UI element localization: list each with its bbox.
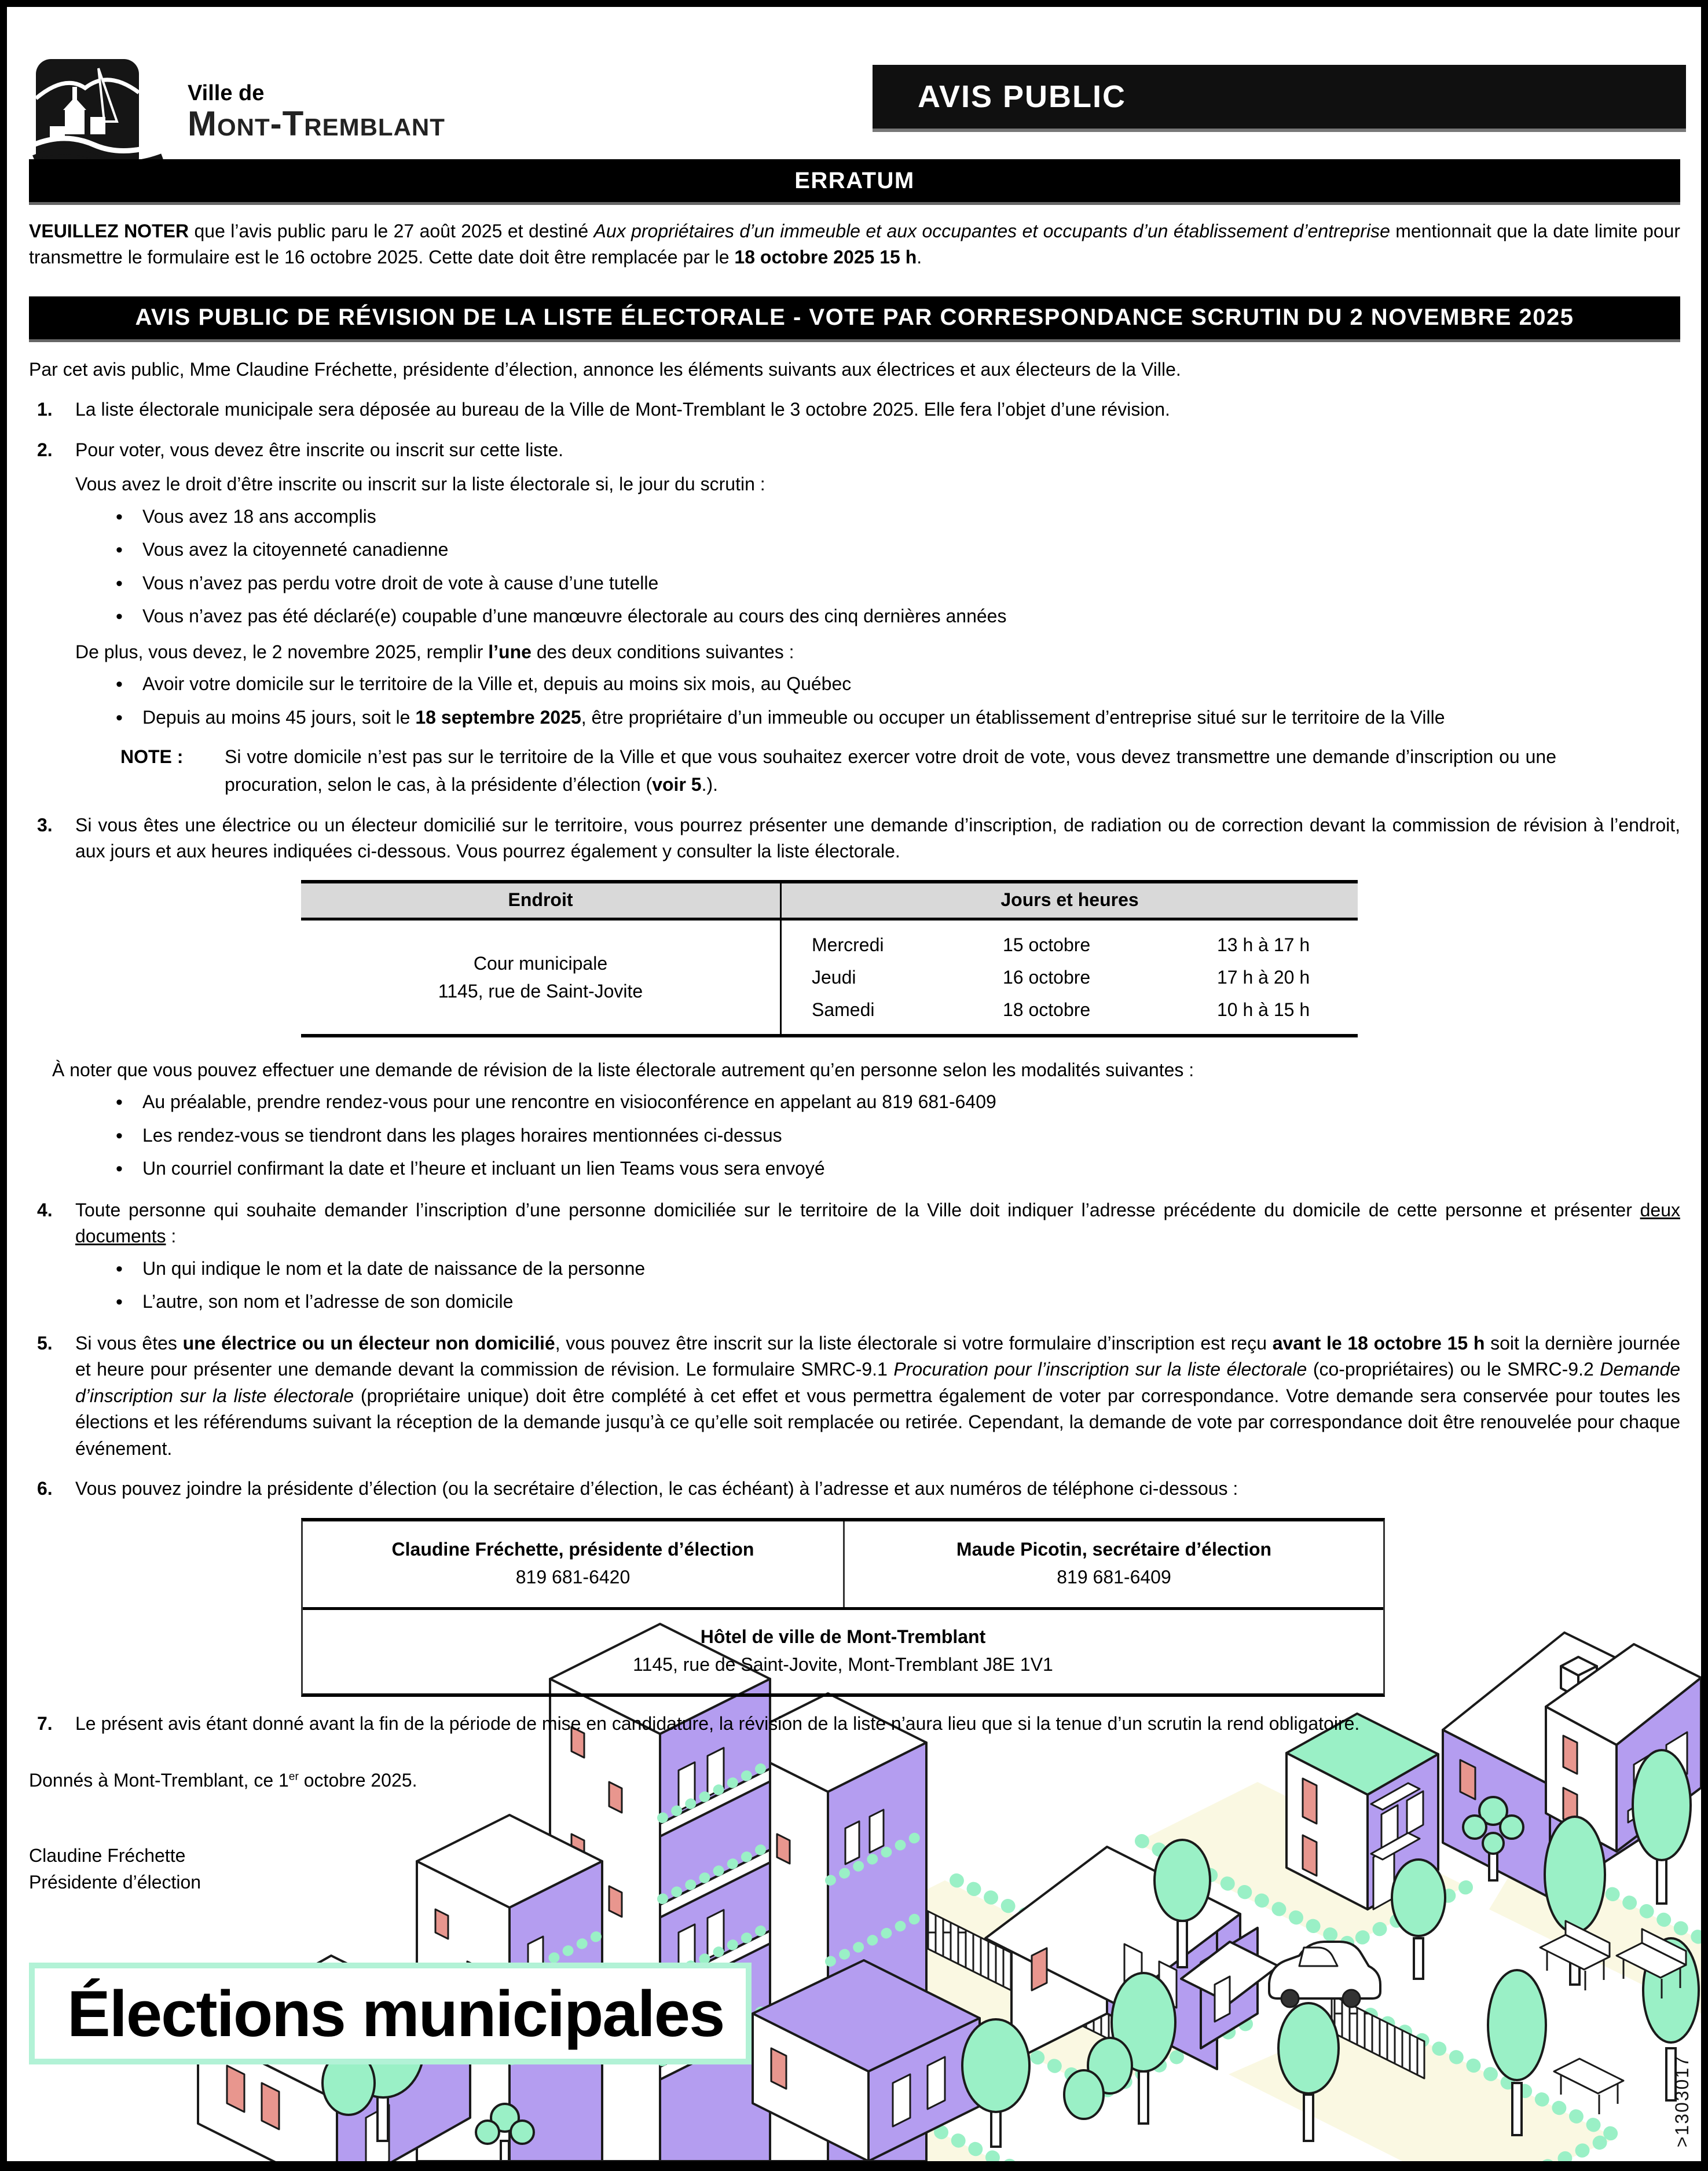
- table-header-endroit: Endroit: [301, 883, 782, 918]
- item-3-anoter: À noter que vous pouvez effectuer une demande de révision de la liste électorale autrement qu’en personne selon les modalités suivantes :: [52, 1059, 1194, 1080]
- table-row: Samedi 18 octobre 10 h à 15 h: [812, 999, 1310, 1020]
- illustration-car: [1269, 1942, 1380, 2007]
- erratum-paragraph: VEUILLEZ NOTER que l’avis public paru le 27 août 2025 et destiné Aux propriétaires d’un immeuble et aux occupantes et occupants d’un établissement d’entreprise mentionnait que la date limite pour transmettre le formulaire est le 16 octobre 2025. Cette date doit être remplacée par le 18 octobre 2025 15 h.: [29, 221, 1681, 268]
- signature-title: Présidente d’élection: [29, 1872, 201, 1893]
- revision-schedule-table: [301, 880, 1358, 1037]
- intro-paragraph: Par cet avis public, Mme Claudine Fréchette, présidente d’élection, annonce les éléments suivants aux électrices et aux électeurs de la Ville.: [29, 358, 1181, 380]
- erratum-bar: ERRATUM: [29, 159, 1680, 202]
- avis-public-banner: AVIS PUBLIC: [873, 65, 1686, 129]
- item-7: 7. Le présent avis étant donné avant la fin de la période de mise en candidature, la révision de la liste n’aura lieu que si la tenue d’un scrutin la rend obligatoire.: [37, 1713, 1360, 1734]
- bullet-item: • Depuis au moins 45 jours, soit le 18 septembre 2025, être propriétaire d’un immeuble ou occuper un établissement d’entreprise situé sur le territoire de la Ville: [29, 705, 1680, 732]
- logo-text-big: Mont-Tremblant: [188, 104, 445, 143]
- item-1: 1. La liste électorale municipale sera déposée au bureau de la Ville de Mont-Tremblant le 3 octobre 2025. Elle fera l’objet d’une révision.: [37, 399, 1170, 420]
- notice-body: [29, 159, 1680, 1895]
- item-2-conditions: De plus, vous devez, le 2 novembre 2025, remplir l’une des deux conditions suivantes :: [75, 641, 794, 662]
- bullet-item: • Un courriel confirmant la date et l’heure et incluant un lien Teams vous sera envoyé: [29, 1156, 1680, 1183]
- phone-number: 819 681-6409: [1057, 1567, 1171, 1588]
- signature-name: Claudine Fréchette: [29, 1844, 186, 1866]
- table-header-jours: Jours et heures: [1000, 889, 1139, 910]
- contact-address: Hôtel de ville de Mont-Tremblant 1145, rue de Saint-Jovite, Mont-Tremblant J8E 1V1: [633, 1626, 1053, 1675]
- bullet-item: • L’autre, son nom et l’adresse de son domicile: [29, 1289, 1680, 1316]
- notice-title-bar: AVIS PUBLIC DE RÉVISION DE LA LISTE ÉLECTORALE - VOTE PAR CORRESPONDANCE SCRUTIN DU 2 NOVEMBRE 2025: [29, 296, 1680, 339]
- bullet-item: • Vous avez la citoyenneté canadienne: [29, 537, 1680, 564]
- dateline: Donnés à Mont-Tremblant, ce 1er octobre 2025.: [29, 1769, 417, 1791]
- table-schedule-cell: [782, 921, 1358, 1034]
- item-4: 4. Toute personne qui souhaite demander l’inscription d’une personne domiciliée sur le territoire de la Ville doit indiquer l’adresse précédente du domicile de cette personne et présenter deux documents :: [37, 1199, 1680, 1247]
- logo-text-small: Ville de: [188, 81, 265, 105]
- item-2-subparagraph: Vous avez le droit d’être inscrite ou inscrit sur la liste électorale si, le jour du scrutin :: [75, 474, 765, 495]
- print-code: >1303017: [1672, 2055, 1692, 2147]
- table-location-cell: Cour municipale 1145, rue de Saint-Jovite: [301, 921, 782, 1034]
- table-row: Mercredi 15 octobre 13 h à 17 h: [812, 934, 1310, 955]
- contact-table: [301, 1518, 1385, 1697]
- bullet-item: • Les rendez-vous se tiendront dans les plages horaires mentionnées ci-dessus: [29, 1123, 1680, 1150]
- bullet-item: • Avoir votre domicile sur le territoire de la Ville et, depuis au moins six mois, au Québec: [29, 671, 1680, 699]
- table-row: Jeudi 16 octobre 17 h à 20 h: [812, 966, 1310, 988]
- elections-municipales-badge: Élections municipales: [29, 1963, 752, 2064]
- item-2: 2. Pour voter, vous devez être inscrite ou inscrit sur cette liste.: [37, 439, 564, 460]
- item-5: 5. Si vous êtes une électrice ou un électeur non domicilié, vous pouvez être inscrit sur la liste électorale si votre formulaire d’inscription est reçu avant le 18 octobre 15 h soit la dernière journée et heure pour présenter une demande devant la commission de révision. Le formulaire SMRC-9.1 Procuration pour l’inscription sur la liste électorale (co-propriétaires) ou le SMRC-9.2 Demande d’inscription sur la liste électorale (propriétaire unique) doit être complété à cet effet et vous permettra également de voter par correspondance. Votre demande sera conservée pour toutes les élections et les référendums suivant la réception de la demande jusqu’à ce qu’elle soit remplacée ou retirée. Cependant, la demande de vote par correspondance doit être renouvelée pour chaque événement.: [37, 1332, 1681, 1459]
- bullet-item: • Vous n’avez pas été déclaré(e) coupable d’une manœuvre électorale au cours des cinq dernières années: [29, 603, 1680, 631]
- bullet-item: • Vous n’avez pas perdu votre droit de vote à cause d’une tutelle: [29, 570, 1680, 598]
- bullet-item: • Au préalable, prendre rendez-vous pour une rencontre en visioconférence en appelant au 819 681-6409: [29, 1089, 1680, 1117]
- contact-president: Claudine Fréchette, présidente d’élection 819 681-6420: [303, 1521, 843, 1607]
- phone-number: 819 681-6420: [515, 1567, 631, 1588]
- bullet-item: • Un qui indique le nom et la date de naissance de la personne: [29, 1256, 1680, 1283]
- note-block: NOTE : Si votre domicile n’est pas sur le territoire de la Ville et que vous souhaitez exercer votre droit de vote, vous devez transmettre une demande d’inscription ou une procuration, selon le cas, à la présidente d’élection (voir 5.).: [120, 746, 1556, 795]
- item-3: 3. Si vous êtes une électrice ou un électeur domicilié sur le territoire, vous pourrez présenter une demande d’inscription, de radiation ou de correction devant la commission de révision à l’endroit, aux jours et aux heures indiquées ci-dessous. Vous pourrez également y consulter la liste électorale.: [37, 814, 1680, 862]
- bullet-item: • Vous avez 18 ans accomplis: [29, 504, 1680, 531]
- contact-secretary: Maude Picotin, secrétaire d’élection 819 681-6409: [843, 1521, 1383, 1607]
- item-6: 6. Vous pouvez joindre la présidente d’élection (ou la secrétaire d’élection, le cas échéant) à l’adresse et aux numéros de téléphone ci-dessous :: [37, 1477, 1238, 1499]
- signature-block: [29, 1842, 1680, 1896]
